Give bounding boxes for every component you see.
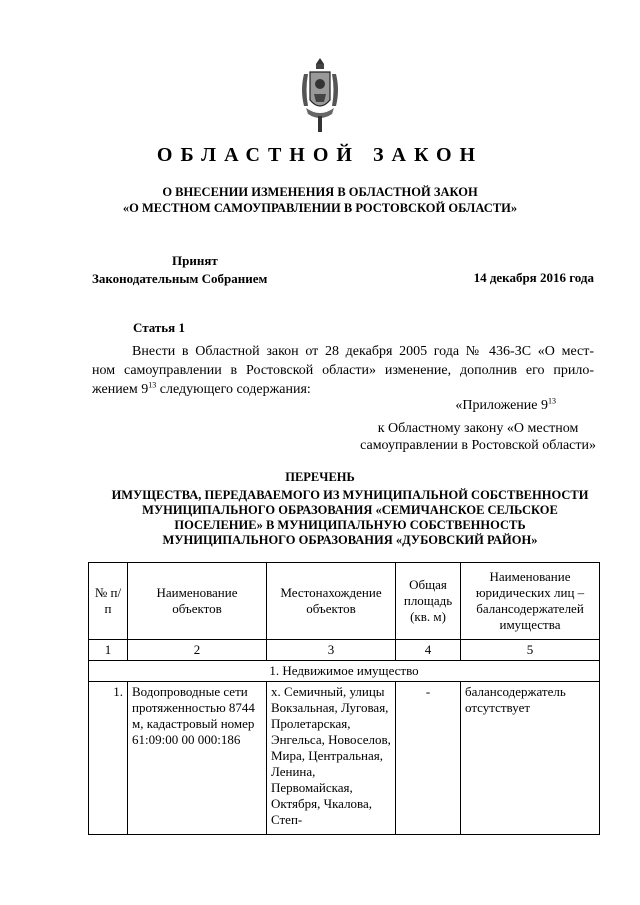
list-desc-line: МУНИЦИПАЛЬНОГО ОБРАЗОВАНИЯ «СЕМИЧАНСКОЕ СЕЛЬСКОЕ xyxy=(142,503,558,517)
column-number-row xyxy=(89,640,600,661)
list-description xyxy=(60,488,640,548)
article-heading: Статья 1 xyxy=(133,320,185,335)
table-header-row xyxy=(89,563,600,640)
section-heading: 1. Недвижимое имущество xyxy=(89,661,600,682)
article-line xyxy=(92,380,594,399)
column-number: 2 xyxy=(128,640,267,661)
appendix-label xyxy=(455,398,556,414)
subtitle-line: «О МЕСТНОМ САМОУПРАВЛЕНИИ В РОСТОВСКОЙ ОБЛАСТИ» xyxy=(122,201,518,215)
document-title: ОБЛАСТНОЙ ЗАКОН xyxy=(156,144,484,166)
header-cell: Наименование объектов xyxy=(128,563,267,640)
column-number: 5 xyxy=(461,640,600,661)
object-location: х. Семичный, улицы Вокзальная, Луговая, Пролетарская, Энгельса, Новоселов, Мира, Центральная, Ленина, Первомайская, Октября, Чкалова, Степ- xyxy=(267,682,396,835)
header-cell: Местонахождение объектов xyxy=(267,563,396,640)
header-cell: № п/п xyxy=(89,563,128,640)
article-line-text: следующего содержания: xyxy=(156,382,311,397)
object-area: - xyxy=(396,682,461,835)
article-text xyxy=(92,342,594,399)
table-row xyxy=(89,682,600,835)
balance-holder: балансодержатель отсутствует xyxy=(461,682,600,835)
article-line: Внести в Областной закон от 28 декабря 2005 года № 436-ЗС «О мест- xyxy=(132,344,594,359)
superscript: 13 xyxy=(148,380,157,390)
appendix-reference-line: самоуправлении в Ростовской области» xyxy=(360,438,596,453)
object-name: Водопроводные сети протяженностью 8744 м, кадастровый номер 61:09:00 00 000:186 xyxy=(128,682,267,835)
property-table xyxy=(88,562,600,835)
adoption-block xyxy=(92,252,267,288)
list-title: ПЕРЕЧЕНЬ xyxy=(285,470,355,484)
adopted-label: Принят xyxy=(172,253,218,268)
list-desc-line: ИМУЩЕСТВА, ПЕРЕДАВАЕМОГО ИЗ МУНИЦИПАЛЬНОЙ СОБСТВЕННОСТИ xyxy=(111,488,589,502)
appendix-reference xyxy=(360,420,596,454)
header-cell: Наименование юридических лиц – балансодержателей имущества xyxy=(461,563,600,640)
article-line-text: жением 9 xyxy=(92,382,149,397)
row-number: 1. xyxy=(89,682,128,835)
list-desc-line: МУНИЦИПАЛЬНОГО ОБРАЗОВАНИЯ «ДУБОВСКИЙ РАЙОН» xyxy=(162,533,538,547)
article-line: ном самоуправлении в Ростовской области» изменение, дополнив его прило- xyxy=(92,363,594,378)
superscript: 13 xyxy=(548,396,556,406)
appendix-reference-line: к Областному закону «О местном xyxy=(377,421,579,436)
document-subtitle xyxy=(0,184,640,216)
section-row xyxy=(89,661,600,682)
adoption-date: 14 декабря 2016 года xyxy=(473,270,594,285)
coat-of-arms-emblem xyxy=(296,56,344,134)
column-number: 1 xyxy=(89,640,128,661)
list-desc-line: ПОСЕЛЕНИЕ» В МУНИЦИПАЛЬНУЮ СОБСТВЕННОСТЬ xyxy=(174,518,526,532)
appendix-label-text: «Приложение 9 xyxy=(455,398,548,413)
column-number: 3 xyxy=(267,640,396,661)
adopted-by: Законодательным Собранием xyxy=(92,271,268,286)
column-number: 4 xyxy=(396,640,461,661)
header-cell: Общая площадь (кв. м) xyxy=(396,563,461,640)
subtitle-line: О ВНЕСЕНИИ ИЗМЕНЕНИЯ В ОБЛАСТНОЙ ЗАКОН xyxy=(162,185,478,199)
